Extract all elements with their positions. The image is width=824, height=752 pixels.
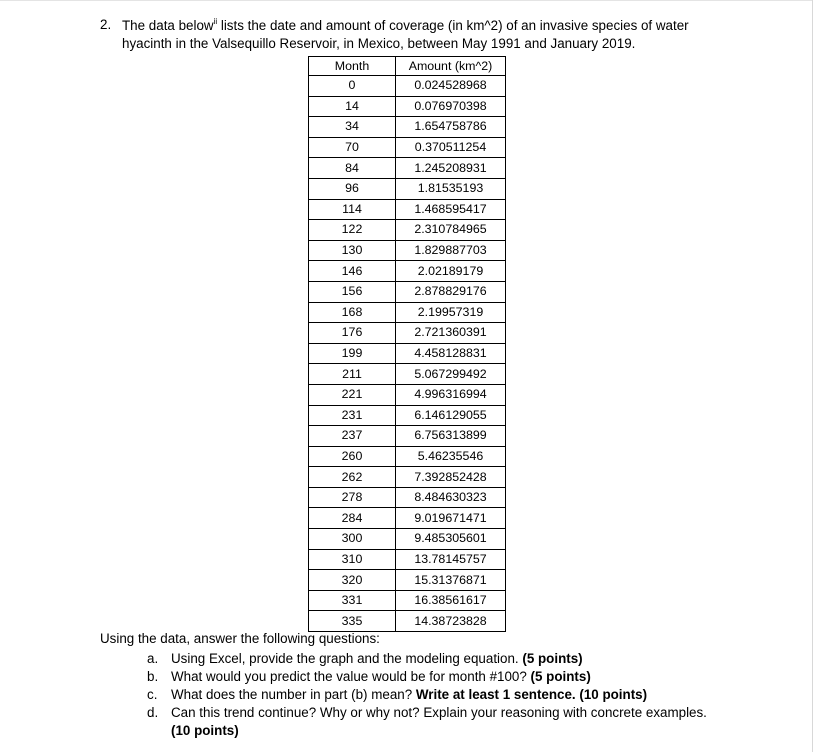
month-cell: 168	[309, 302, 396, 323]
table-row	[309, 323, 506, 344]
data-table	[308, 56, 506, 632]
month-cell: 284	[309, 508, 396, 529]
amount-cell: 7.392852428	[396, 467, 506, 488]
month-cell: 84	[309, 158, 396, 179]
month-cell: 114	[309, 199, 396, 220]
subquestion-c-points: Write at least 1 sentence. (10 points)	[415, 687, 648, 702]
footnote-mark: ii	[213, 17, 218, 26]
amount-cell: 9.019671471	[396, 508, 506, 529]
amount-cell: 8.484630323	[396, 487, 506, 508]
table-row	[309, 529, 506, 550]
amount-cell: 14.38723828	[396, 611, 506, 632]
amount-cell: 2.721360391	[396, 323, 506, 344]
subquestion-c-body: What does the number in part (b) mean?	[171, 687, 416, 702]
table-row	[309, 426, 506, 447]
amount-cell: 0.024528968	[396, 76, 506, 97]
amount-cell: 1.81535193	[396, 178, 506, 199]
table-row	[309, 611, 506, 632]
month-cell: 14	[309, 96, 396, 117]
amount-cell: 16.38561617	[396, 590, 506, 611]
table-row	[309, 302, 506, 323]
subquestion-b-points: (5 points)	[530, 669, 591, 684]
table-row	[309, 281, 506, 302]
subquestion-a-text	[171, 651, 583, 666]
table-row	[309, 261, 506, 282]
page-edge-top	[0, 0, 812, 1]
instructions: Using the data, answer the following questions:	[100, 631, 380, 646]
month-cell: 0	[309, 76, 396, 97]
table-row	[309, 405, 506, 426]
table-row	[309, 76, 506, 97]
month-cell: 146	[309, 261, 396, 282]
subquestion-a-points: (5 points)	[522, 651, 583, 666]
table-row	[309, 590, 506, 611]
amount-cell: 5.46235546	[396, 446, 506, 467]
month-cell: 231	[309, 405, 396, 426]
amount-cell: 1.245208931	[396, 158, 506, 179]
month-cell: 211	[309, 364, 396, 385]
amount-cell: 2.02189179	[396, 261, 506, 282]
month-cell: 176	[309, 323, 396, 344]
question-text-start: The data below	[122, 18, 214, 33]
table-row	[309, 549, 506, 570]
month-cell: 156	[309, 281, 396, 302]
amount-cell: 4.458128831	[396, 343, 506, 364]
month-cell: 96	[309, 178, 396, 199]
amount-cell: 5.067299492	[396, 364, 506, 385]
table-row	[309, 467, 506, 488]
table-row	[309, 137, 506, 158]
subquestion-d-points-label: (10 points)	[171, 723, 239, 738]
amount-cell: 2.19957319	[396, 302, 506, 323]
month-cell: 278	[309, 487, 396, 508]
amount-cell: 13.78145757	[396, 549, 506, 570]
month-cell: 335	[309, 611, 396, 632]
month-cell: 260	[309, 446, 396, 467]
subquestion-a-body: Using Excel, provide the graph and the modeling equation.	[171, 651, 523, 666]
amount-cell: 0.370511254	[396, 137, 506, 158]
header-month: Month	[309, 57, 396, 76]
amount-cell: 2.878829176	[396, 281, 506, 302]
month-cell: 310	[309, 549, 396, 570]
amount-cell: 6.756313899	[396, 426, 506, 447]
table-row	[309, 158, 506, 179]
month-cell: 34	[309, 117, 396, 138]
subquestion-d-body: Can this trend continue? Why or why not? Explain your reasoning with concrete examples.	[171, 705, 707, 720]
amount-cell: 15.31376871	[396, 570, 506, 591]
month-cell: 300	[309, 529, 396, 550]
question-line-1	[122, 17, 689, 33]
subquestion-a-letter: a.	[147, 651, 159, 666]
table-row	[309, 96, 506, 117]
amount-cell: 4.996316994	[396, 384, 506, 405]
table-row	[309, 364, 506, 385]
month-cell: 122	[309, 220, 396, 241]
table-row	[309, 487, 506, 508]
table-body	[309, 76, 506, 632]
question-text-end: lists the date and amount of coverage (in km^2) of an invasive species of water	[217, 18, 689, 33]
table-row	[309, 343, 506, 364]
month-cell: 262	[309, 467, 396, 488]
amount-cell: 1.654758786	[396, 117, 506, 138]
table-row	[309, 508, 506, 529]
table-row	[309, 570, 506, 591]
subquestion-b-letter: b.	[147, 669, 159, 684]
month-cell: 320	[309, 570, 396, 591]
month-cell: 237	[309, 426, 396, 447]
table-row	[309, 199, 506, 220]
month-cell: 221	[309, 384, 396, 405]
table-row	[309, 117, 506, 138]
subquestion-b-body: What would you predict the value would be for month #100?	[171, 669, 531, 684]
month-cell: 130	[309, 240, 396, 261]
question-line-2: hyacinth in the Valsequillo Reservoir, in Mexico, between May 1991 and January 2019.	[122, 36, 636, 51]
amount-cell: 9.485305601	[396, 529, 506, 550]
amount-cell: 1.829887703	[396, 240, 506, 261]
subquestion-d-letter: d.	[147, 705, 159, 720]
subquestion-c-text	[171, 687, 647, 702]
table-row	[309, 384, 506, 405]
subquestion-d-points	[171, 723, 239, 738]
table-row	[309, 178, 506, 199]
table-header-row	[309, 57, 506, 76]
subquestion-b-text	[171, 669, 591, 684]
amount-cell: 0.076970398	[396, 96, 506, 117]
page-edge-right	[812, 0, 813, 752]
table-row	[309, 220, 506, 241]
question-number: 2.	[100, 17, 112, 32]
subquestion-c-letter: c.	[147, 687, 158, 702]
header-amount: Amount (km^2)	[396, 57, 506, 76]
month-cell: 199	[309, 343, 396, 364]
amount-cell: 2.310784965	[396, 220, 506, 241]
month-cell: 331	[309, 590, 396, 611]
table-row	[309, 240, 506, 261]
amount-cell: 6.146129055	[396, 405, 506, 426]
amount-cell: 1.468595417	[396, 199, 506, 220]
table-row	[309, 446, 506, 467]
month-cell: 70	[309, 137, 396, 158]
